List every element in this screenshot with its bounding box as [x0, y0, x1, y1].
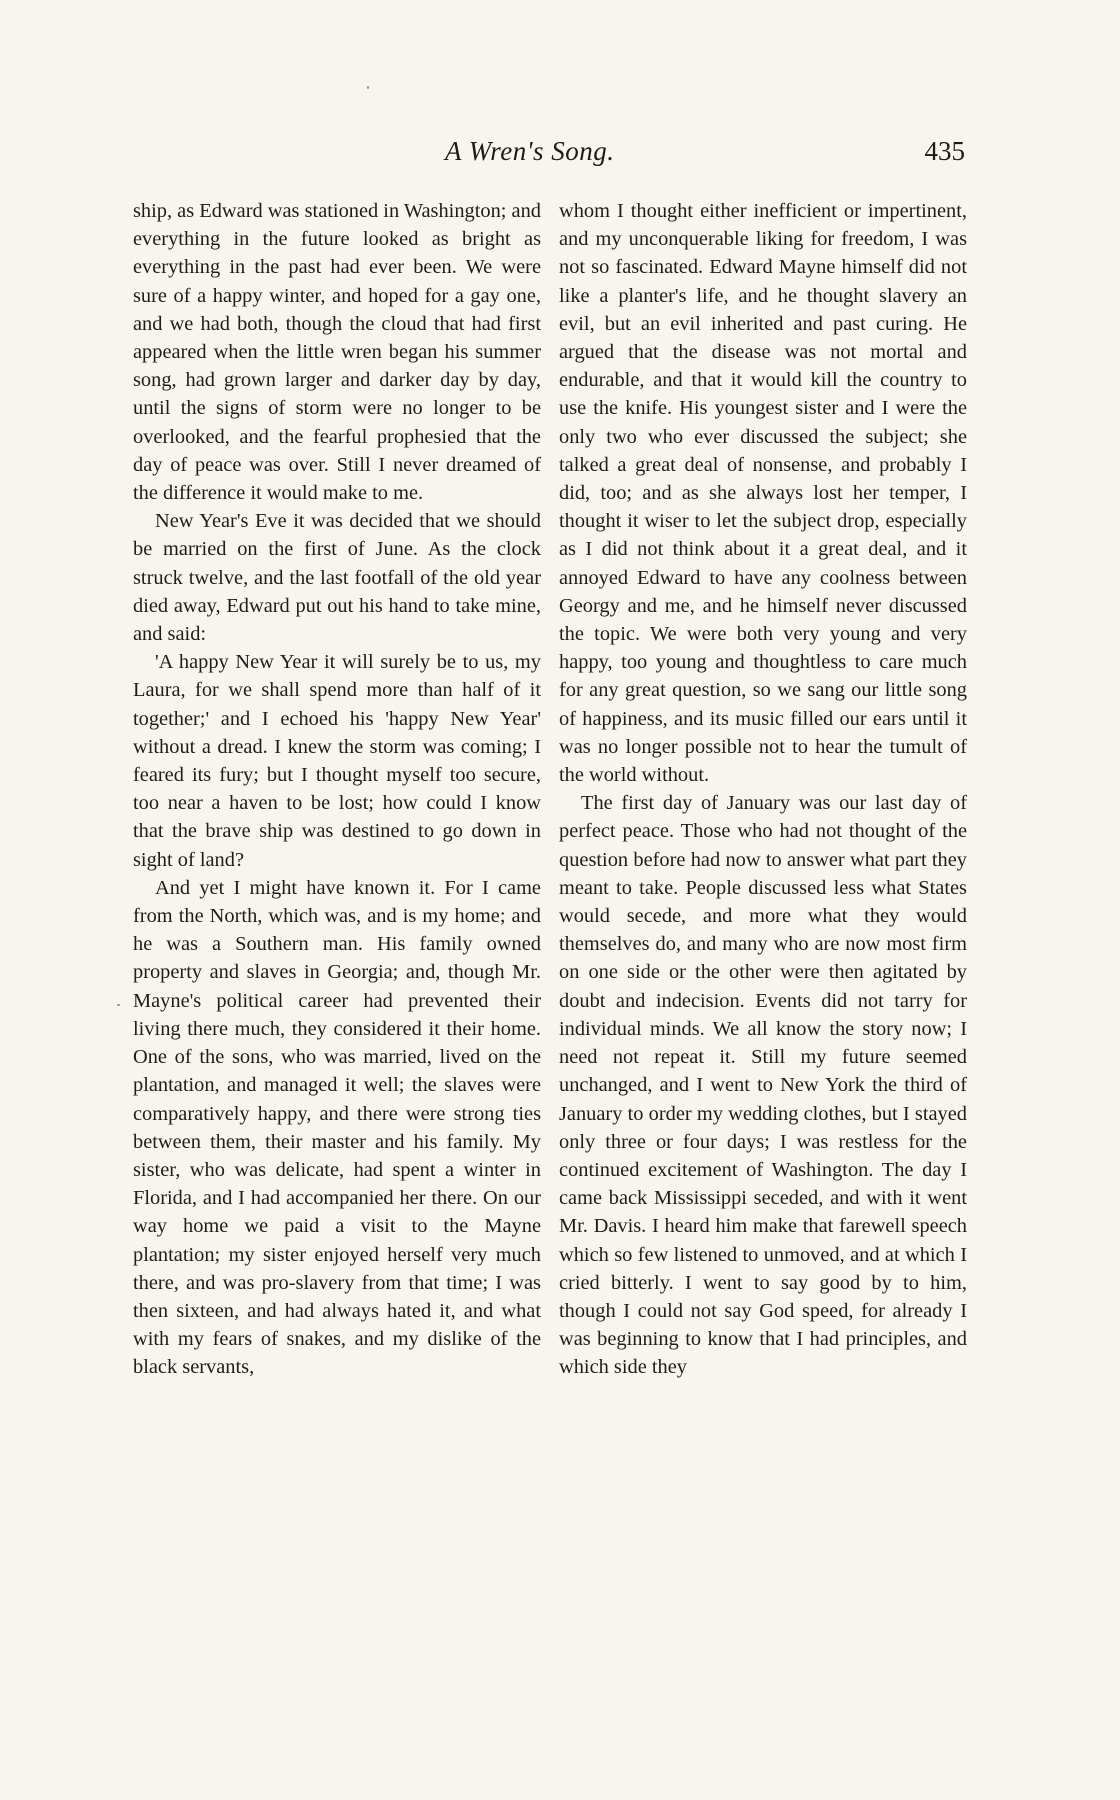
paragraph: whom I thought either inefficient or impertinent, and my unconquerable liking for freedom, I was not so fascinated. Edward Mayne himself did not like a planter's life, and he thought slavery an evil, but an evil inherited and past curing. He argued that the disease was not mortal and endurable, and that it would kill the country to use the knife. His youngest sister and I were the only two who ever discussed the subject; she talked a great deal of nonsense, and probably I did, too; and as she always lost her temper, I thought it wiser to let the subject drop, especially as I did not think about it a great deal, and it annoyed Edward to have any coolness between Georgy and me, and he himself never discussed the topic. We were both very young and very happy, too young and thoughtless to care much for any great question, so we sang our little song of happiness, and its music filled our ears until it was no longer possible not to hear the tumult of the world without. [559, 200, 967, 787]
running-title: A Wren's Song. [445, 136, 615, 166]
paper-speck [367, 86, 369, 89]
left-column [133, 197, 541, 1382]
page-number: 435 [924, 136, 965, 166]
right-column [559, 197, 967, 1382]
running-head [130, 136, 965, 176]
paper-speck [117, 1004, 120, 1006]
paragraph: The first day of January was our last day of perfect peace. Those who had not thought of the question before had now to answer what part they meant to take. People discussed less what States would secede, and more what they would themselves do, and many who are now most firm on one side or the other were then agitated by doubt and indecision. Events did not tarry for individual minds. We all know the story now; I need not repeat it. Still my future seemed unchanged, and I went to New York the third of January to order my wedding clothes, but I stayed only three or four days; I was restless for the continued excitement of Washington. The day I came back Mississippi seceded, and with it went Mr. Davis. I heard him make that farewell speech which so few listened to unmoved, and at which I cried bitterly. I went to say good by to him, though I could not say God speed, for already I was beginning to know that I had principles, and which side they [559, 792, 967, 1379]
paragraph: 'A happy New Year it will surely be to us, my Laura, for we shall spend more than half of it together;' and I echoed his 'happy New Year' without a dread. I knew the storm was coming; I feared its fury; but I thought myself too secure, too near a haven to be lost; how could I know that the brave ship was destined to go down in sight of land? [133, 651, 541, 871]
paragraph: New Year's Eve it was decided that we should be married on the first of June. As the clock struck twelve, and the last footfall of the old year died away, Edward put out his hand to take mine, and said: [133, 510, 541, 646]
paragraph: And yet I might have known it. For I came from the North, which was, and is my home; and he was a Southern man. His family owned property and slaves in Georgia; and, though Mr. Mayne's political career had prevented their living there much, they considered it their home. One of the sons, who was married, lived on the plantation, and managed it well; the slaves were comparatively happy, and there were strong ties between them, their master and his family. My sister, who was delicate, had spent a winter in Florida, and I had accompanied her there. On our way home we paid a visit to the Mayne plantation; my sister enjoyed herself very much there, and was pro-slavery from that time; I was then sixteen, and had always hated it, and what with my fears of snakes, and my dislike of the black servants, [133, 876, 541, 1379]
paragraph: ship, as Edward was stationed in Washington; and everything in the future looked as bright as everything in the past had ever been. We were sure of a happy winter, and hoped for a gay one, and we had both, though the cloud that had first appeared when the little wren began his summer song, had grown larger and darker day by day, until the signs of storm were no longer to be overlooked, and the fearful prophesied that the day of peace was over. Still I never dreamed of the difference it would make to me. [133, 200, 542, 505]
